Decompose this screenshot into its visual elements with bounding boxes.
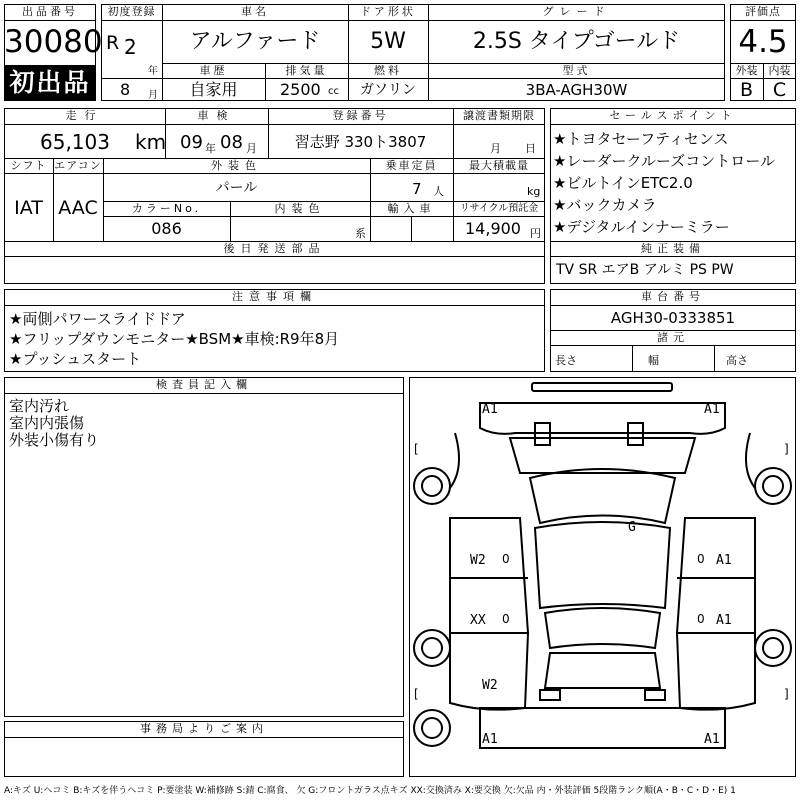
car-name-label: 車名 bbox=[241, 5, 269, 18]
inspection-year: 09 bbox=[180, 132, 203, 153]
int-color-label: 内装色 bbox=[274, 202, 326, 215]
capacity-unit: 人 bbox=[433, 185, 444, 198]
genuine-equip-label: 純正装備 bbox=[641, 242, 705, 255]
svg-text:0: 0 bbox=[502, 552, 510, 566]
fuel: ガソリン bbox=[360, 82, 416, 98]
damage-diagram bbox=[409, 377, 796, 777]
recycle-fee: 14,900 bbox=[465, 219, 521, 238]
history: 自家用 bbox=[189, 80, 238, 99]
sales-point: ★レーダークルーズコントロール bbox=[553, 152, 775, 170]
door-label: ドア形状 bbox=[360, 5, 416, 18]
door-type: 5W bbox=[370, 29, 406, 54]
svg-text:]: ] bbox=[784, 687, 789, 701]
color-no: 086 bbox=[151, 219, 182, 238]
office-label: 事務局よりご案内 bbox=[140, 722, 268, 735]
svg-text:[: [ bbox=[414, 687, 419, 701]
inspector-line: 外装小傷有り bbox=[9, 431, 100, 449]
model-label: 型式 bbox=[562, 64, 591, 77]
int-color-unit: 系 bbox=[355, 227, 366, 240]
score: 4.5 bbox=[738, 24, 788, 60]
reg-month-unit: 月 bbox=[148, 90, 158, 101]
plate-label: 登録番号 bbox=[332, 109, 389, 122]
width-label: 幅 bbox=[648, 354, 659, 367]
inspection-month-unit: 月 bbox=[246, 142, 257, 155]
height-label: 高さ bbox=[726, 354, 748, 367]
sales-point: ★バックカメラ bbox=[553, 196, 657, 214]
sales-point: ★ビルトインETC2.0 bbox=[553, 174, 693, 192]
capacity-label: 乗車定員 bbox=[385, 159, 438, 172]
reg-year: 2 bbox=[124, 35, 137, 59]
svg-text:0: 0 bbox=[502, 612, 510, 626]
note-line: ★フリップダウンモニター★BSM★車検:R9年8月 bbox=[9, 330, 340, 348]
grade-label: グレード bbox=[542, 5, 611, 18]
color-no-label: カラーNo. bbox=[131, 202, 202, 215]
history-label: 車歴 bbox=[199, 64, 228, 77]
sales-point: ★デジタルインナーミラー bbox=[553, 218, 730, 236]
damage-mark-left-rear: W2 bbox=[482, 678, 498, 693]
inspector-line: 室内汚れ bbox=[9, 397, 70, 415]
max-load-unit: kg bbox=[527, 185, 541, 198]
damage-mark-front-right: A1 bbox=[704, 402, 720, 417]
note-line: ★プッシュスタート bbox=[9, 350, 142, 368]
model: 3BA-AGH30W bbox=[525, 81, 628, 99]
mileage-label: 走行 bbox=[65, 109, 104, 122]
car-outline-diagram bbox=[410, 378, 795, 776]
sales-points-label: セールスポイント bbox=[609, 109, 737, 122]
fuel-label: 燃料 bbox=[374, 64, 402, 77]
ext-color: パール bbox=[215, 180, 258, 196]
transfer-month-unit: 月 bbox=[490, 142, 501, 155]
recycle-label: リサイクル預託金 bbox=[459, 203, 539, 214]
transfer-day-unit: 日 bbox=[525, 142, 536, 155]
aircon: AAC bbox=[58, 197, 98, 219]
damage-mark-front-left: A1 bbox=[482, 402, 498, 417]
shift: IAT bbox=[14, 197, 43, 219]
first-listing-badge: 初出品 bbox=[5, 65, 95, 100]
inspection-year-unit: 年 bbox=[205, 142, 216, 155]
svg-text:0: 0 bbox=[697, 612, 705, 626]
exterior-label: 外装 bbox=[735, 64, 758, 77]
interior-grade: C bbox=[772, 79, 787, 101]
lot-number-label: 出品番号 bbox=[22, 5, 78, 18]
note-line: ★両側パワースライドドア bbox=[9, 310, 186, 328]
damage-mark-left-front-door: W2 bbox=[470, 553, 486, 568]
aircon-label: エアコン bbox=[54, 159, 102, 172]
first-reg-label: 初度登録 bbox=[107, 5, 156, 18]
inspection-month: 08 bbox=[220, 132, 243, 153]
era: R bbox=[106, 32, 120, 54]
damage-mark-roof: G bbox=[628, 520, 636, 535]
score-label: 評価点 bbox=[745, 5, 781, 18]
displacement: 2500 bbox=[280, 80, 321, 99]
plate-number: 習志野 330ト3807 bbox=[294, 133, 427, 151]
displacement-label: 排気量 bbox=[285, 64, 328, 77]
damage-legend: A:キズ U:ヘコミ B:キズを伴うヘコミ P:要塗装 W:補修跡 S:錆 C:腐食、 欠 G:フロントガラス点キズ XX:交換済み X:要交換 欠:欠品 内・外装評価 5段階ランク順(A・B・C・D・E) 1 bbox=[4, 786, 736, 796]
damage-mark-right-front-door: A1 bbox=[716, 553, 732, 568]
svg-text:[: [ bbox=[414, 442, 419, 456]
genuine-equip: TV SR エアB アルミ PS PW bbox=[556, 262, 734, 278]
chassis-label: 車台番号 bbox=[641, 290, 705, 303]
inspection-label: 車検 bbox=[197, 109, 236, 122]
specs-label: 諸元 bbox=[657, 331, 689, 344]
recycle-fee-unit: 円 bbox=[530, 227, 541, 240]
chassis-number: AGH30-0333851 bbox=[610, 309, 736, 327]
damage-mark-left-rear-door: XX bbox=[470, 613, 486, 628]
lot-number: 30080 bbox=[4, 24, 103, 60]
interior-label: 内装 bbox=[768, 64, 791, 77]
reg-month: 8 bbox=[120, 80, 131, 99]
displacement-unit: cc bbox=[328, 86, 339, 97]
car-name: アルファード bbox=[189, 29, 321, 54]
exterior-grade: B bbox=[739, 79, 754, 101]
import-label: 輸入車 bbox=[387, 202, 436, 215]
damage-mark-rear-left: A1 bbox=[482, 732, 498, 747]
capacity: 7 bbox=[412, 180, 422, 198]
mileage-unit: km bbox=[135, 130, 167, 154]
inspector-label: 検査員記入欄 bbox=[156, 378, 252, 391]
length-label: 長さ bbox=[555, 354, 577, 367]
ext-color-label: 外装色 bbox=[211, 159, 262, 172]
damage-mark-rear-right: A1 bbox=[704, 732, 720, 747]
inspector-line: 室内内張傷 bbox=[9, 414, 85, 432]
svg-text:0: 0 bbox=[697, 552, 705, 566]
later-parts-label: 後日発送部品 bbox=[223, 242, 326, 255]
reg-year-unit: 年 bbox=[148, 66, 158, 77]
svg-text:]: ] bbox=[784, 442, 789, 456]
transfer-deadline-label: 譲渡書類期限 bbox=[463, 109, 535, 122]
max-load-label: 最大積載量 bbox=[469, 159, 529, 172]
sales-point: ★トヨタセーフティセンス bbox=[553, 130, 729, 148]
grade: 2.5S タイプゴールド bbox=[472, 29, 681, 54]
damage-mark-right-rear-door: A1 bbox=[716, 613, 732, 628]
mileage: 65,103 bbox=[40, 130, 110, 154]
shift-label: シフト bbox=[10, 159, 47, 172]
notes-label: 注意事項欄 bbox=[232, 290, 317, 303]
